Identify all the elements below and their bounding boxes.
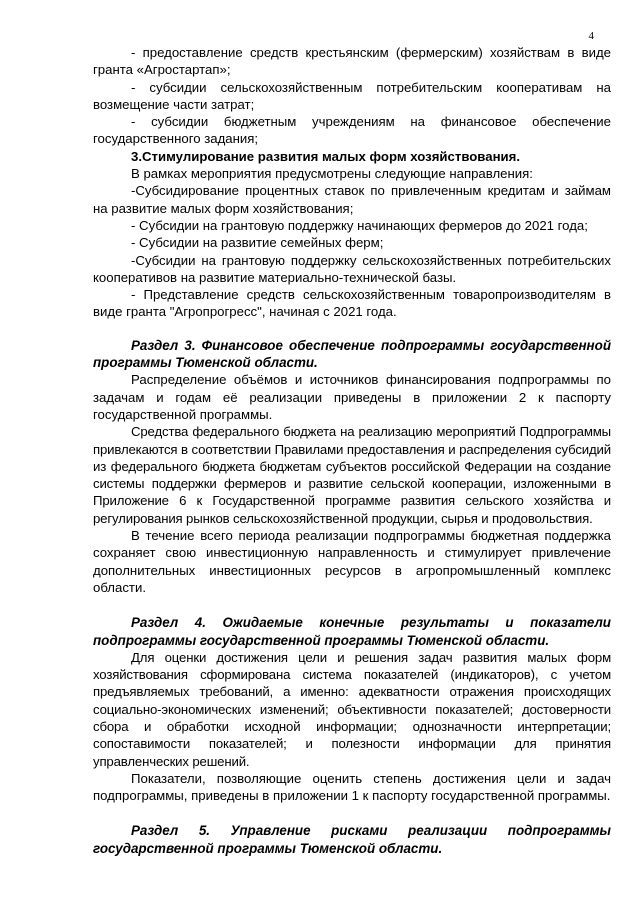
list-item: - предоставление средств крестьянским (фермерским) хозяйствам в виде гранта «Агростартап»; — [93, 45, 611, 78]
paragraph: В течение всего периода реализации подпрограммы бюджетная поддержка сохраняет свою инвестиционную направленность и стимулирует привлечение дополнительных инвестиционных ресурсов в агропромышленный комплекс области. — [93, 528, 611, 595]
page-number: 4 — [588, 30, 594, 42]
item3-heading: 3.Стимулирование развития малых форм хозяйствования. — [131, 148, 521, 164]
section-3-heading: Раздел 3. Финансовое обеспечение подпрограммы государственной программы Тюменской области. — [93, 337, 611, 371]
list-item: - субсидии бюджетным учреждениям на финансовое обеспечение государственного задания; — [93, 114, 611, 147]
list-item: - Представление средств сельскохозяйственным товаропроизводителям в виде гранта "Агропрогресс", начиная с 2021 года. — [93, 287, 611, 320]
paragraph: Распределение объёмов и источников финансирования подпрограммы по задачам и годам её реализации приведены в приложении 2 к паспорту государственной программы. — [93, 372, 611, 422]
section-5-heading: Раздел 5. Управление рисками реализации подпрограммы государственной программы Тюменской области. — [93, 823, 611, 856]
list-item: - Субсидии на грантовую поддержку начинающих фермеров до 2021 года; — [131, 217, 588, 233]
paragraph: Средства федерального бюджета на реализацию мероприятий Подпрограммы привлекаются в соответствии Правилами предоставления и распределения субсидий из федерального бюджета бюджетам субъектов российской Федерации на создание системы поддержки фермеров и развитие сельской кооперации, изложенными в Приложение 6 к Государственной программе развития сельского хозяйства и регулирования рынков сельскохозяйственной продукции, сырья и продовольствия. — [93, 424, 611, 526]
list-item: -Субсидии на грантовую поддержку сельскохозяйственных потребительских кооперативов на развитие материально-технической базы. — [93, 252, 611, 285]
section-4-heading: Раздел 4. Ожидаемые конечные результаты и показатели подпрограммы государственной программы Тюменской области. — [93, 615, 611, 648]
item3-intro: В рамках мероприятия предусмотрены следующие направления: — [131, 166, 533, 182]
list-item: - Субсидии на развитие семейных ферм; — [131, 235, 384, 251]
paragraph: Для оценки достижения цели и решения задач развития малых форм хозяйствования сформирована система показателей (индикаторов), с учетом предъявляемых требований, а именно: адекватности отражения происходящих социально-экономических изменений; объективности показателей; достоверности сбора и обработки исходной информации; однозначности интерпретации; сопоставимости показателей; и полезности информации для принятия управленческих решений. — [93, 649, 611, 769]
list-item: - субсидии сельскохозяйственным потребительским кооперативам на возмещение части затрат; — [93, 79, 611, 112]
paragraph: Показатели, позволяющие оценить степень достижения цели и задач подпрограммы, приведены в приложении 1 к паспорту государственной программы. — [93, 770, 611, 804]
list-item: -Субсидирование процентных ставок по привлеченным кредитам и займам на развитие малых форм хозяйствования; — [93, 183, 611, 216]
page-content — [93, 44, 611, 857]
